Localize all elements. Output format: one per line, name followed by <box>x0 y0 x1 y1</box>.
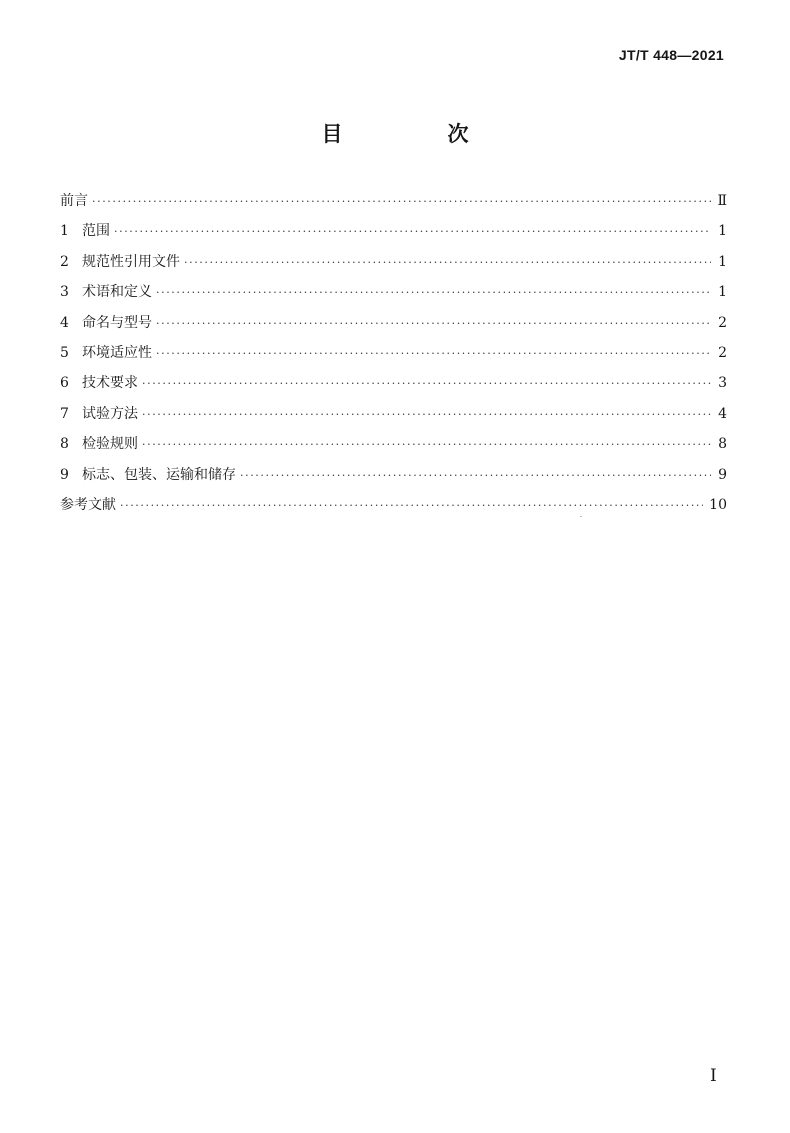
toc-page-number: 2 <box>718 344 727 361</box>
toc-leader-dots <box>156 278 711 308</box>
toc-entry-number: 6 <box>60 375 69 392</box>
toc-entry-number: 8 <box>60 436 69 453</box>
toc-page-number: 1 <box>718 284 727 301</box>
toc-title: 目 次 <box>321 122 511 146</box>
toc-entry-foreword[interactable] <box>60 186 727 216</box>
toc-entry-text: 检验规则 <box>82 436 138 453</box>
toc-leader-dots <box>142 369 711 399</box>
toc-entry-number: 1 <box>60 223 69 240</box>
toc-page-number: 1 <box>718 253 727 270</box>
toc-entry-inspection-rules[interactable] <box>60 429 727 459</box>
toc-entry-environmental-adaptability[interactable] <box>60 338 727 368</box>
toc-entry-marking-packaging[interactable] <box>60 460 727 490</box>
toc-page-number: 3 <box>718 375 727 392</box>
toc-entry-text: 环境适应性 <box>82 344 152 361</box>
toc-entry-text: 规范性引用文件 <box>82 253 180 270</box>
toc-entry-text: 技术要求 <box>82 375 138 392</box>
toc-entry-text: 标志、包装、运输和储存 <box>82 466 236 483</box>
toc-entry-naming-model[interactable] <box>60 308 727 338</box>
toc-leader-dots <box>156 339 711 369</box>
toc-entry-scope[interactable] <box>60 216 727 246</box>
toc-entry-number: 9 <box>60 466 69 483</box>
toc-list <box>60 186 727 520</box>
toc-page-number: 8 <box>718 436 727 453</box>
toc-leader-dots <box>156 309 711 339</box>
standard-code: JT/T 448—2021 <box>618 47 724 63</box>
toc-page-number: 1 <box>718 223 727 240</box>
toc-entry-technical-requirements[interactable] <box>60 368 727 398</box>
toc-entry-number: 4 <box>60 314 69 331</box>
toc-entry-number: 7 <box>60 405 69 422</box>
toc-page-number: 2 <box>718 314 727 331</box>
toc-leader-dots <box>142 400 711 430</box>
toc-entry-terms-definitions[interactable] <box>60 277 727 307</box>
toc-entry-number: 3 <box>60 284 69 301</box>
toc-leader-dots <box>120 491 703 521</box>
toc-entry-test-methods[interactable] <box>60 399 727 429</box>
toc-entry-number: 2 <box>60 253 69 270</box>
toc-leader-dots <box>114 217 711 247</box>
toc-entry-number: 5 <box>60 344 69 361</box>
toc-entry-normative-references[interactable] <box>60 247 727 277</box>
scan-speck <box>580 516 582 517</box>
toc-leader-dots <box>142 430 711 460</box>
toc-leader-dots <box>240 461 711 491</box>
toc-page-number: Ⅱ <box>717 193 727 209</box>
toc-page-number: 9 <box>718 466 727 483</box>
toc-entry-text: 前言 <box>60 193 88 209</box>
toc-leader-dots <box>184 248 711 278</box>
toc-entry-text: 参考文献 <box>60 496 116 513</box>
toc-entry-text: 术语和定义 <box>82 284 152 301</box>
toc-entry-text: 命名与型号 <box>82 314 152 331</box>
toc-entry-text: 试验方法 <box>82 405 138 422</box>
page-number: Ⅰ <box>710 1066 717 1086</box>
toc-entry-bibliography[interactable] <box>60 490 727 520</box>
toc-page-number: 4 <box>718 405 727 422</box>
toc-leader-dots <box>92 187 711 217</box>
toc-entry-text: 范围 <box>82 223 110 240</box>
toc-page-number: 10 <box>709 496 727 513</box>
